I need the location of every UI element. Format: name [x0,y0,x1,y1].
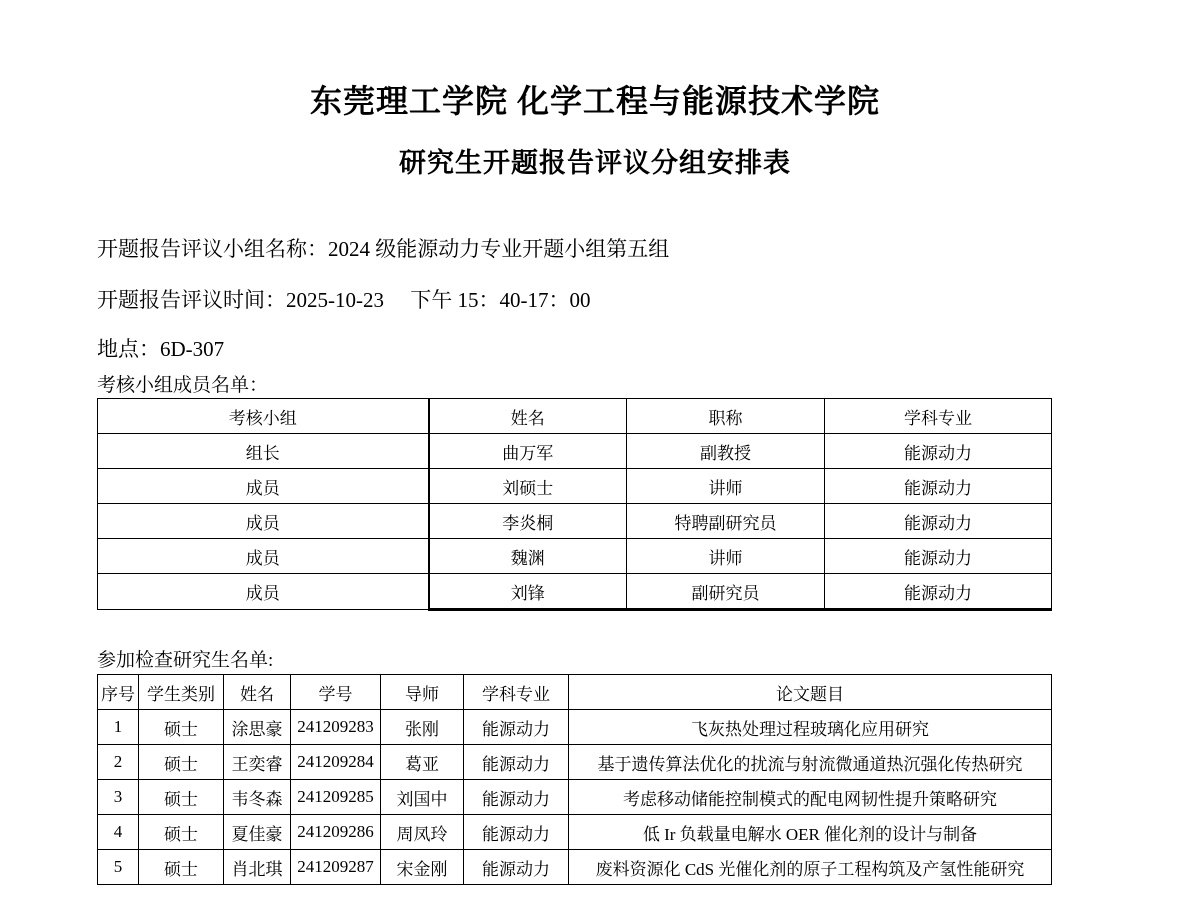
column-header: 考核小组 [98,399,429,434]
table-cell: 能源动力 [464,710,569,745]
table-cell: 葛亚 [381,745,464,780]
table-cell: 飞灰热处理过程玻璃化应用研究 [569,710,1052,745]
table-row [98,434,1052,469]
table-row [98,745,1052,780]
table-cell: 曲万军 [429,434,627,469]
table-cell: 夏佳豪 [224,815,291,850]
meta-location [97,333,224,363]
table-cell: 能源动力 [464,780,569,815]
table-cell: 3 [98,780,139,815]
table-row [98,539,1052,574]
table-cell: 涂思豪 [224,710,291,745]
column-header: 学科专业 [464,675,569,710]
table-cell: 能源动力 [825,469,1052,504]
table-cell: 宋金刚 [381,850,464,885]
students-header-row [98,675,1052,710]
table-cell: 硕士 [139,745,224,780]
meta-group-value: 2024 级能源动力专业开题小组第五组 [328,237,670,261]
column-header: 姓名 [429,399,627,434]
table-cell: 张刚 [381,710,464,745]
table-cell: 成员 [98,539,429,574]
committee-header-row [98,399,1052,434]
table-cell: 能源动力 [464,745,569,780]
table-cell: 副研究员 [627,574,825,610]
meta-group-name [97,233,669,263]
table-cell: 刘硕士 [429,469,627,504]
table-cell: 周凤玲 [381,815,464,850]
table-cell: 废料资源化 CdS 光催化剂的原子工程构筑及产氢性能研究 [569,850,1052,885]
table-cell: 5 [98,850,139,885]
meta-review-time [97,284,590,314]
table-cell: 能源动力 [464,815,569,850]
table-row [98,574,1052,610]
table-cell: 讲师 [627,539,825,574]
table-cell: 李炎桐 [429,504,627,539]
column-header: 学生类别 [139,675,224,710]
table-row [98,469,1052,504]
table-cell: 能源动力 [825,434,1052,469]
column-header: 论文题目 [569,675,1052,710]
meta-location-value: 6D-307 [160,337,225,361]
table-cell: 讲师 [627,469,825,504]
table-cell: 成员 [98,469,429,504]
table-cell: 肖北琪 [224,850,291,885]
students-table [97,674,1052,885]
table-cell: 硕士 [139,850,224,885]
table-cell: 4 [98,815,139,850]
meta-time-label: 开题报告评议时间： [97,288,286,312]
table-row [98,815,1052,850]
table-cell: 241209284 [291,745,381,780]
table-cell: 硕士 [139,780,224,815]
students-section-label: 参加检查研究生名单: [97,650,274,671]
table-cell: 韦冬森 [224,780,291,815]
table-row [98,780,1052,815]
table-cell: 2 [98,745,139,780]
table-cell: 能源动力 [825,539,1052,574]
page-subtitle: 研究生开题报告评议分组安排表 [399,148,791,178]
table-cell: 241209287 [291,850,381,885]
table-cell: 硕士 [139,710,224,745]
table-row [98,504,1052,539]
table-cell: 低 Ir 负载量电解水 OER 催化剂的设计与制备 [569,815,1052,850]
column-header: 学号 [291,675,381,710]
table-cell: 考虑移动储能控制模式的配电网韧性提升策略研究 [569,780,1052,815]
committee-section-label: 考核小组成员名单： [97,375,269,396]
table-cell: 1 [98,710,139,745]
meta-time-value: 2025-10-23 下午 15：40-17：00 [286,288,591,312]
table-cell: 王奕睿 [224,745,291,780]
table-cell: 能源动力 [464,850,569,885]
table-cell: 基于遗传算法优化的扰流与射流微通道热沉强化传热研究 [569,745,1052,780]
column-header: 学科专业 [825,399,1052,434]
table-cell: 魏渊 [429,539,627,574]
table-cell: 刘国中 [381,780,464,815]
table-cell: 特聘副研究员 [627,504,825,539]
table-cell: 成员 [98,574,429,610]
table-cell: 成员 [98,504,429,539]
table-row [98,710,1052,745]
table-row [98,850,1052,885]
table-cell: 能源动力 [825,504,1052,539]
committee-table [97,398,1052,611]
column-header: 职称 [627,399,825,434]
table-cell: 硕士 [139,815,224,850]
column-header: 序号 [98,675,139,710]
meta-group-label: 开题报告评议小组名称： [97,237,328,261]
table-cell: 241209283 [291,710,381,745]
table-cell: 能源动力 [825,574,1052,610]
table-cell: 241209285 [291,780,381,815]
column-header: 姓名 [224,675,291,710]
table-cell: 刘锋 [429,574,627,610]
table-cell: 副教授 [627,434,825,469]
page-title: 东莞理工学院 化学工程与能源技术学院 [309,83,880,119]
column-header: 导师 [381,675,464,710]
meta-location-label: 地点： [97,337,160,361]
table-cell: 组长 [98,434,429,469]
table-cell: 241209286 [291,815,381,850]
